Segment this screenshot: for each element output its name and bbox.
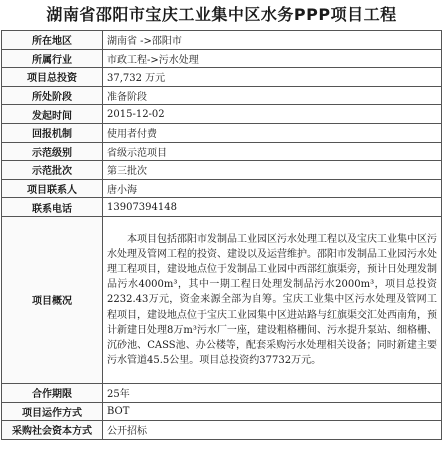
table-row [2,179,442,198]
table-row [2,31,442,50]
field-value-return-mechanism: 使用者付费 [103,123,442,142]
table-row [2,49,442,68]
field-value-demo-batch: 第三批次 [103,161,442,180]
field-value-phone: 13907394148 [103,198,442,217]
field-label-demo-batch: 示范批次 [2,161,103,180]
table-row [2,216,442,383]
field-label-phone: 联系电话 [2,198,103,217]
field-value-operation-mode: BOT [103,402,442,421]
field-value-demo-level: 省级示范项目 [103,142,442,161]
table-row [2,161,442,180]
field-label-demo-level: 示范级别 [2,142,103,161]
field-label-stage: 所处阶段 [2,86,103,105]
field-label-overview: 项目概况 [2,216,103,383]
field-label-operation-mode: 项目运作方式 [2,402,103,421]
field-value-start-date: 2015-12-02 [103,105,442,124]
table-row [2,86,442,105]
field-label-total-investment: 项目总投资 [2,68,103,87]
field-value-stage: 准备阶段 [103,86,442,105]
table-row [2,421,442,440]
field-value-overview: 本项目包括邵阳市发制品工业园区污水处理工程以及宝庆工业集中区污水处理及管网工程的投资、建设以及运营维护。邵阳市发制品工业园污水处理工程项目，建设地点位于发制品工业园中西部红旗渠旁，预计日处理发制品污水4000m³，其中一期工程日处理发制品污水2000m³，项目总投资2232.43万元，资金来源全部为自筹。宝庆工业集中区污水处理及管网工程项目，建设地点位于宝庆工业园集中区进站路与红旗渠交汇处西南角，预计新建日处理8万m³污水厂一座，建设粗格栅间、污水提升泵站、细格栅、沉砂池、CASS池、办公楼等，配套采购污水处理相关设备；同时新建主要污水管道45.5公里。项目总投资约37732万元。 [103,216,442,383]
table-row [2,198,442,217]
field-value-term: 25年 [103,383,442,402]
field-label-term: 合作期限 [2,383,103,402]
table-row [2,383,442,402]
table-row [2,142,442,161]
page-title: 湖南省邵阳市宝庆工业集中区水务PPP项目工程 [46,5,397,24]
table-row [2,123,442,142]
table-row [2,402,442,421]
field-label-procurement-method: 采购社会资本方式 [2,421,103,440]
table-row [2,105,442,124]
table-row [2,68,442,87]
field-value-contact: 唐小海 [103,179,442,198]
field-value-region: 湖南省 ->邵阳市 [103,31,442,50]
field-value-industry: 市政工程->污水处理 [103,49,442,68]
field-label-industry: 所属行业 [2,49,103,68]
project-info-table [1,30,442,440]
field-label-return-mechanism: 回报机制 [2,123,103,142]
field-label-region: 所在地区 [2,31,103,50]
field-value-total-investment: 37,732 万元 [103,68,442,87]
field-value-procurement-method: 公开招标 [103,421,442,440]
field-label-contact: 项目联系人 [2,179,103,198]
field-label-start-date: 发起时间 [2,105,103,124]
